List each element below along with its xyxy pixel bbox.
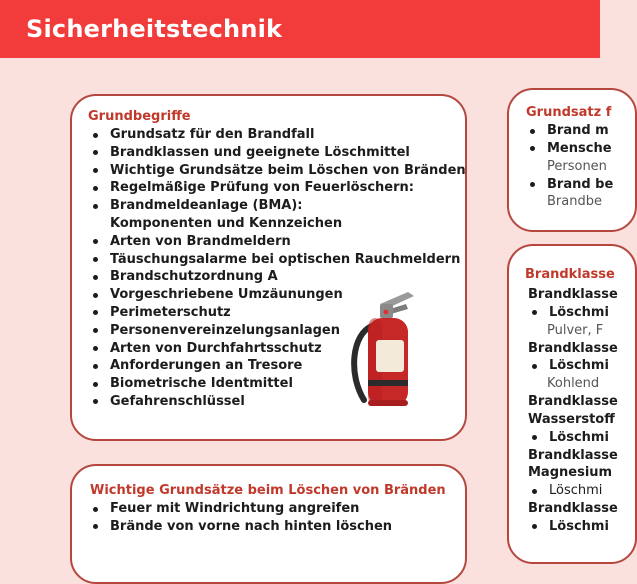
card-grundbegriffe-title: Grundbegriffe <box>88 109 191 124</box>
brandklasse-heading: Brandklasse <box>528 500 618 516</box>
list-item-sub: Personen <box>547 158 607 174</box>
card-loeschen <box>70 464 467 584</box>
brandklasse-heading: Brandklasse <box>528 340 618 356</box>
list-item: Perimeterschutz <box>91 304 421 322</box>
list-item: Täuschungsalarme bei optischen Rauchmeldern <box>91 251 421 269</box>
list-item: Biometrische Identmittel <box>91 375 421 393</box>
list-item: Brandklassen und geeignete Löschmittel <box>91 144 421 162</box>
list-item: Brände von vorne nach hinten löschen <box>91 518 392 536</box>
brandklasse-heading: Brandklasse <box>528 287 618 302</box>
list-item: Brandschutzordnung A <box>91 268 421 286</box>
brandklassen-content <box>528 286 618 536</box>
brandklasse-heading: Magnesium <box>528 465 613 481</box>
card-grundsatz-title: Grundsatz f <box>526 105 612 120</box>
list-item-sub: Brandbe <box>547 194 602 210</box>
list-item: Arten von Durchfahrtsschutz <box>91 340 421 358</box>
list-item: Anforderungen an Tresore <box>91 357 421 375</box>
list-item: Brandmeldeanlage (BMA): Komponenten und Kennzeichen <box>91 197 395 233</box>
list-item: Feuer mit Windrichtung angreifen <box>91 500 392 518</box>
list-item: Löschmi <box>530 429 618 447</box>
card-brandklassen-title: Brandklasse <box>525 267 615 282</box>
brandklasse-heading: Brandklasse <box>528 394 618 410</box>
list-item: Grundsatz für den Brandfall <box>91 126 421 144</box>
list-item-sub: Pulver, F <box>547 322 604 338</box>
list-item: Brand be <box>528 176 613 194</box>
card-grundbegriffe <box>70 94 467 441</box>
brandklasse-heading: Wasserstoff <box>528 411 615 427</box>
list-item: Vorgeschriebene Umzäunungen <box>91 286 421 304</box>
page-title: Sicherheitstechnik <box>26 15 283 43</box>
card-brandklassen <box>507 244 637 564</box>
list-item: Arten von Brandmeldern <box>91 233 421 251</box>
card-loeschen-title: Wichtige Grundsätze beim Löschen von Bränden <box>90 483 446 498</box>
loeschen-list <box>91 500 392 536</box>
list-item: Löschmi <box>530 482 618 500</box>
list-item: Löschmi <box>530 357 618 375</box>
list-item: Gefahrenschlüssel <box>91 393 421 411</box>
list-item: Löschmi <box>530 518 618 536</box>
list-item-sub: Kohlend <box>547 376 600 392</box>
list-item: Mensche <box>528 140 613 158</box>
list-item: Brand m <box>528 122 613 140</box>
list-item: Löschmi <box>530 304 618 322</box>
list-item: Wichtige Grundsätze beim Löschen von Bränden <box>91 162 421 180</box>
fire-extinguisher-icon <box>342 282 424 412</box>
brandklasse-heading: Brandklasse <box>528 447 618 463</box>
list-item: Regelmäßige Prüfung von Feuerlöschern: <box>91 179 421 197</box>
grundsatz-list <box>528 122 613 211</box>
card-grundsatz <box>507 88 637 232</box>
list-item: Personenvereinzelungsanlagen <box>91 322 421 340</box>
header-bar <box>0 0 600 58</box>
